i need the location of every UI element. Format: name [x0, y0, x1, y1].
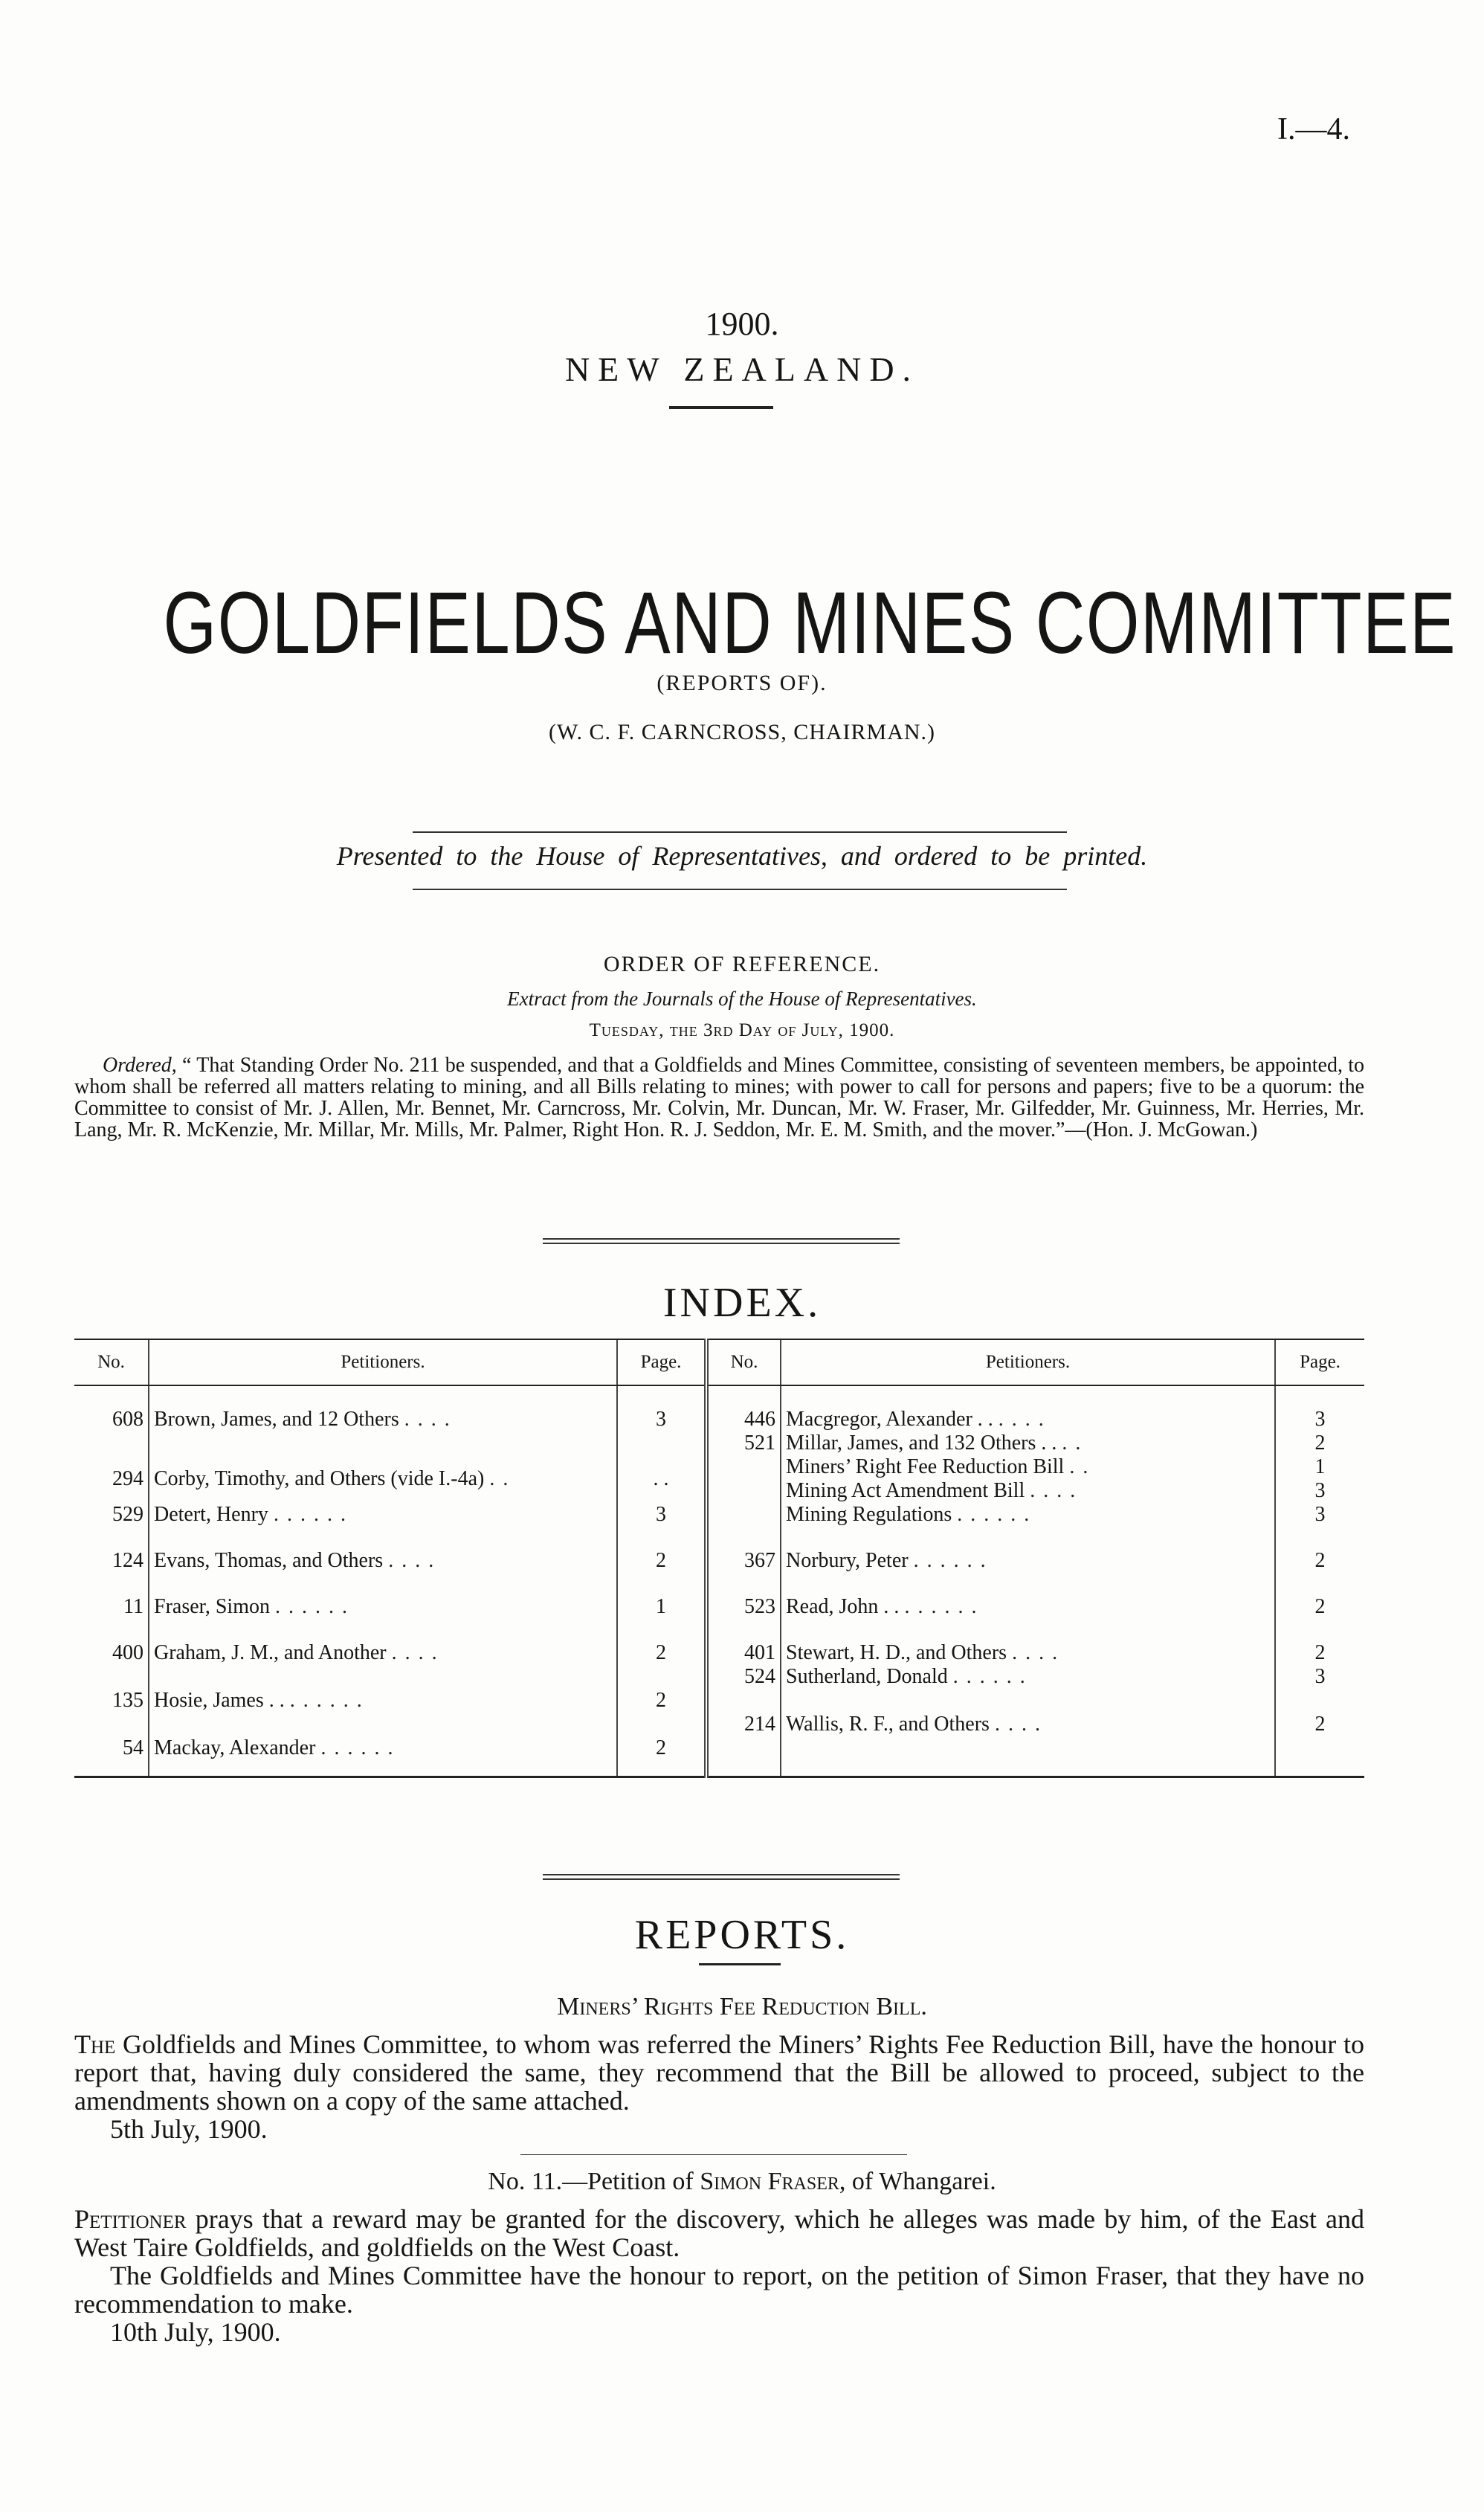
report2-lead: Petitioner — [74, 2204, 187, 2234]
order-body: “ That Standing Order No. 211 be suspended, and that a Goldfields and Mines Committee, consisting of seventeen members, be appointed, to whom shall be referred all matters relating to mining, and all Bills relating to mines; with power to call for persons and papers; five to be a quorum: the Committee to consist of Mr. J. Allen, Mr. Bennet, Mr. Carncross, Mr. Colvin, Mr. Duncan, Mr. W. Fraser, Mr. Gilfedder, Mr. Guinness, Mr. Herries, Mr. Lang, Mr. R. McKenzie, Mr. Millar, Mr. Mills, Mr. Palmer, Right Hon. R. J. Seddon, Mr. E. M. Smith, and the mover.”—(Hon. J. McGowan.) — [74, 1054, 1364, 1141]
header-no: No. — [74, 1339, 149, 1385]
petitioner-name: Evans, Thomas, and Others — [154, 1549, 384, 1572]
petitioner-name: Detert, Henry — [154, 1503, 268, 1526]
right-page: 1 — [1275, 1455, 1364, 1479]
petitioner-name: Corby, Timothy, and Others (vide I.-4a) — [154, 1467, 485, 1490]
right-page: 2 — [1275, 1713, 1364, 1736]
order-extract: Extract from the Journals of the House of Representatives. — [507, 988, 977, 1010]
report2-text2: The Goldfields and Mines Committee have the honour to report, on the petition of Simon Fraser, that they have no recommendation to make. — [74, 2261, 1364, 2319]
left-no: 124 — [112, 1549, 143, 1572]
left-no: 135 — [112, 1689, 143, 1712]
petitioner-name: Sutherland, Donald — [786, 1665, 948, 1688]
left-page: . . — [617, 1455, 706, 1503]
table-row — [74, 1713, 1364, 1736]
reports-title: REPORTS. — [634, 1912, 850, 1958]
right-no: 214 — [706, 1713, 781, 1736]
header-no: No. — [706, 1339, 781, 1385]
right-name — [781, 1408, 1275, 1431]
leader-dots: . . . . — [994, 1713, 1042, 1736]
report1-body — [74, 2030, 1364, 2143]
right-page: 2 — [1275, 1431, 1364, 1455]
left-no: 608 — [112, 1408, 143, 1431]
report2-heading-name: Simon Fraser, — [700, 2168, 846, 2195]
petitioner-name: Mining Regulations — [786, 1503, 952, 1526]
report2-date: 10th July, 1900. — [110, 2317, 281, 2347]
header-page: Page. — [617, 1339, 706, 1385]
petitioner-name: Miners’ Right Fee Reduction Bill — [786, 1455, 1065, 1478]
leader-dots: . . . . — [1030, 1479, 1077, 1502]
leader-dots: . . . . . . — [289, 1689, 364, 1712]
petitioner-name: Macgregor, Alexander . . — [786, 1408, 993, 1431]
header-page: Page. — [1275, 1339, 1364, 1385]
left-page: 2 — [617, 1641, 706, 1665]
leader-dots: . . . . — [388, 1549, 436, 1572]
country: NEW ZEALAND. — [564, 350, 920, 388]
right-page: 2 — [1275, 1595, 1364, 1619]
right-page: 3 — [1275, 1408, 1364, 1431]
left-page: 1 — [617, 1595, 706, 1619]
leader-dots: . . . . . . — [904, 1595, 978, 1618]
subtitle: (REPORTS OF). — [656, 671, 828, 695]
divider — [699, 1963, 781, 1965]
right-page: 3 — [1275, 1503, 1364, 1527]
left-no: 400 — [112, 1641, 143, 1664]
document-code: I.—4. — [1277, 112, 1350, 146]
report2-heading-pre: No. 11.—Petition of — [488, 2168, 694, 2195]
table-row — [74, 1549, 1364, 1573]
table-row — [74, 1641, 1364, 1665]
presented-line: Presented to the House of Representatives, and ordered to be printed. — [336, 841, 1148, 871]
left-page: 2 — [617, 1549, 706, 1573]
report1-lead: The — [74, 2029, 116, 2059]
table-row — [74, 1503, 1364, 1527]
right-no: 367 — [706, 1549, 781, 1573]
divider — [413, 831, 1067, 833]
right-no: 401 — [706, 1641, 781, 1665]
ordered-label: Ordered, — [103, 1054, 177, 1077]
divider — [520, 2154, 907, 2155]
petitioner-name: Millar, James, and 132 Others . . — [786, 1431, 1057, 1455]
leader-dots: . . . . — [391, 1641, 439, 1664]
index-title: INDEX. — [662, 1280, 822, 1326]
leader-dots: . . . . — [1012, 1641, 1059, 1664]
leader-dots: . . . . — [998, 1408, 1045, 1431]
left-no: 54 — [123, 1736, 143, 1759]
left-page: 2 — [617, 1736, 706, 1760]
petitioner-name: Hosie, James . . — [154, 1689, 285, 1712]
petitioner-name: Mackay, Alexander — [154, 1736, 316, 1759]
divider — [413, 889, 1067, 890]
leader-dots: . . — [489, 1467, 510, 1490]
table-row — [74, 1408, 1364, 1431]
chairman-line: (W. C. F. CARNCROSS, CHAIRMAN.) — [548, 720, 936, 744]
leader-dots: . . . . . . — [274, 1595, 349, 1618]
right-page: 3 — [1275, 1479, 1364, 1503]
report1-text: Goldfields and Mines Committee, to whom was referred the Miners’ Rights Fee Reduction Bill, have the honour to report that, having duly considered the same, they recommend that the Bill be allowed to proceed, subject to the amendments shown on a copy of the same attached. — [74, 2029, 1364, 2116]
petitioner-name: Graham, J. M., and Another — [154, 1641, 387, 1664]
divider — [669, 406, 773, 409]
index-table — [74, 1339, 1364, 1778]
left-name — [149, 1408, 617, 1431]
table-row — [74, 1431, 1364, 1455]
table-row — [74, 1455, 1364, 1479]
left-no: 294 — [112, 1467, 143, 1490]
order-heading: ORDER OF REFERENCE. — [603, 952, 881, 976]
header-petitioners: Petitioners. — [781, 1339, 1275, 1385]
leader-dots: . . . . . . — [913, 1549, 987, 1572]
right-no: 524 — [706, 1665, 781, 1689]
report1-heading: Miners’ Rights Fee Reduction Bill. — [557, 1993, 927, 2020]
table-row — [74, 1665, 1364, 1689]
table-row — [74, 1689, 1364, 1713]
main-title: GOLDFIELDS AND MINES COMMITTEE — [163, 574, 1457, 672]
right-no: 521 — [706, 1431, 781, 1455]
leader-dots: . . . . . . — [320, 1736, 395, 1759]
right-no: 446 — [706, 1408, 781, 1431]
left-page: 3 — [617, 1408, 706, 1431]
header-petitioners: Petitioners. — [149, 1339, 617, 1385]
report2-heading-post: of Whangarei. — [851, 2168, 996, 2195]
leader-dots: . . . . — [404, 1408, 451, 1431]
double-divider — [543, 1238, 900, 1244]
leader-dots: . . . . . . — [952, 1665, 1027, 1688]
petitioner-name: Fraser, Simon — [154, 1595, 270, 1618]
leader-dots: . . — [1062, 1431, 1083, 1455]
right-page: 2 — [1275, 1549, 1364, 1573]
leader-dots: . . . . . . — [957, 1503, 1031, 1526]
petitioner-name: Stewart, H. D., and Others — [786, 1641, 1007, 1664]
table-row — [74, 1595, 1364, 1619]
year: 1900. — [705, 306, 779, 342]
petitioner-name: Wallis, R. F., and Others — [786, 1713, 990, 1736]
leader-dots: . . — [1069, 1455, 1090, 1478]
petitioner-name: Brown, James, and 12 Others — [154, 1408, 399, 1431]
petitioner-name: Mining Act Amendment Bill — [786, 1479, 1025, 1502]
left-page: 3 — [617, 1503, 706, 1527]
left-page: 2 — [617, 1689, 706, 1713]
petitioner-name: Norbury, Peter — [786, 1549, 909, 1572]
left-no: 11 — [123, 1595, 143, 1618]
order-date: Tuesday, the 3rd Day of July, 1900. — [589, 1020, 895, 1040]
table-row — [74, 1736, 1364, 1760]
report1-date: 5th July, 1900. — [110, 2114, 268, 2144]
leader-dots: . . . . . . — [273, 1503, 347, 1526]
petitioner-name: Read, John . . — [786, 1595, 900, 1618]
left-no: 529 — [112, 1503, 143, 1526]
right-no: 523 — [706, 1595, 781, 1619]
report2-text: prays that a reward may be granted for the discovery, which he alleges was made by him, of the East and West Taire Goldfields, and goldfields on the West Coast. — [74, 2204, 1365, 2262]
order-text — [74, 1054, 1364, 1141]
right-page: 2 — [1275, 1641, 1364, 1665]
right-page: 3 — [1275, 1665, 1364, 1689]
report2-heading — [0, 2168, 1484, 2196]
double-divider — [543, 1874, 900, 1880]
report2-body — [74, 2205, 1364, 2346]
